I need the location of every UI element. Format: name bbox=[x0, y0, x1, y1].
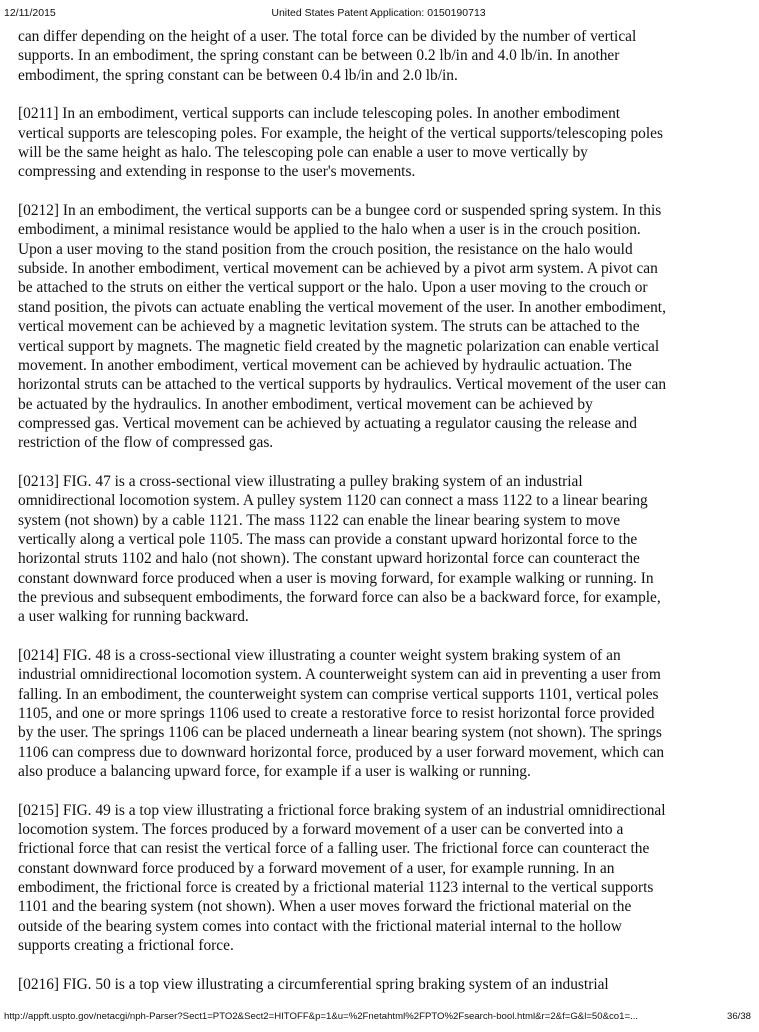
paragraph bbox=[18, 975, 746, 994]
text-line: frictional force that can resist the vertical force of a falling user. The frictional force can counteract the bbox=[18, 840, 650, 858]
text-line: be attached to the struts on either the vertical support or the halo. Upon a user moving to the crouch or bbox=[18, 279, 648, 297]
paragraph bbox=[18, 801, 746, 956]
text-line: outside of the bearing system comes into contact with the frictional material internal to the hollow bbox=[18, 917, 622, 935]
text-line: supports creating a frictional force. bbox=[18, 937, 234, 955]
text-line: constant downward force produced when a user is moving forward, for example walking or running. In bbox=[18, 569, 654, 587]
text-line: [0212] In an embodiment, the vertical supports can be a bungee cord or suspended spring system. In this bbox=[18, 202, 662, 220]
text-line: omnidirectional locomotion system. A pulley system 1120 can connect a mass 1122 to a linear bearing bbox=[18, 492, 648, 510]
paragraph bbox=[18, 472, 746, 627]
text-line: compressed gas. Vertical movement can be achieved by actuating a regulator causing the release and bbox=[18, 414, 637, 432]
text-line: a user walking for running backward. bbox=[18, 608, 249, 626]
text-line: compressing and extending in response to the user's movements. bbox=[18, 163, 416, 181]
text-line: system (not shown) by a cable 1121. The mass 1122 can enable the linear bearing system to move bbox=[18, 511, 621, 529]
header-title: United States Patent Application: 0150190713 bbox=[271, 7, 486, 19]
text-line: embodiment, a minimal resistance would be applied to the halo when a user is in the crouch position. bbox=[18, 221, 641, 239]
text-line: 1106 can compress due to downward horizontal force, produced by a user forward movement, which can bbox=[18, 743, 665, 761]
document-body bbox=[18, 27, 746, 1014]
text-line: locomotion system. The forces produced by a forward movement of a user can be converted into a bbox=[18, 821, 624, 839]
text-line: 1105, and one or more springs 1106 used to create a restorative force to resist horizontal force provided bbox=[18, 705, 655, 723]
text-line: be actuated by the hydraulics. In another embodiment, vertical movement can be achieved by bbox=[18, 395, 593, 413]
text-line: industrial omnidirectional locomotion system. A counterweight system can aid in preventing a user from bbox=[18, 666, 661, 684]
text-line: [0214] FIG. 48 is a cross-sectional view illustrating a counter weight system braking system of an bbox=[18, 647, 621, 664]
text-line: restriction of the flow of compressed gas. bbox=[18, 434, 274, 452]
text-line: constant downward force produced by a forward movement of a user, for example running. In an bbox=[18, 859, 615, 877]
text-line: horizontal struts 1102 and halo (not shown). The constant upward horizontal force can counteract the bbox=[18, 550, 640, 568]
text-line: vertical movement can be achieved by a magnetic levitation system. The struts can be attached to the bbox=[18, 318, 640, 336]
text-line: can differ depending on the height of a user. The total force can be divided by the number of vertical bbox=[18, 28, 637, 45]
text-line: movement. In another embodiment, vertical movement can be achieved by hydraulic actuation. The bbox=[18, 356, 632, 374]
text-line: [0216] FIG. 50 is a top view illustrating a circumferential spring braking system of an industrial bbox=[18, 975, 609, 993]
text-line: vertically along a vertical pole 1105. The mass can provide a constant upward horizontal force to the bbox=[18, 530, 638, 548]
text-line: [0213] FIG. 47 is a cross-sectional view illustrating a pulley braking system of an industrial bbox=[18, 472, 583, 490]
text-line: embodiment, the frictional force is created by a frictional material 1123 internal to the vertical supports bbox=[18, 879, 654, 897]
text-line: horizontal struts can be attached to the vertical supports by hydraulics. Vertical movement of the user can bbox=[18, 376, 667, 394]
text-line: stand position, the pivots can actuate enabling the vertical movement of the user. In another embodiment, bbox=[18, 298, 666, 316]
text-line: also produce a balancing upward force, for example if a user is walking or running. bbox=[18, 763, 531, 781]
paragraph bbox=[18, 201, 746, 452]
page-footer bbox=[4, 1010, 751, 1024]
text-line: falling. In an embodiment, the counterweight system can comprise vertical supports 1101, vertical poles bbox=[18, 685, 659, 703]
text-line: the previous and subsequent embodiments, the forward force can also be a backward force, for example, bbox=[18, 588, 661, 606]
text-line: by the user. The springs 1106 can be placed underneath a linear bearing system (not shown). The springs bbox=[18, 724, 662, 742]
text-line: supports. In an embodiment, the spring constant can be between 0.2 lb/in and 4.0 lb/in. In another bbox=[18, 47, 620, 65]
text-line: subside. In another embodiment, vertical movement can be achieved by a pivot arm system. A pivot can bbox=[18, 260, 658, 278]
text-line: 1101 and the bearing system (not shown). When a user moves forward the frictional material on the bbox=[18, 898, 632, 916]
text-line: will be the same height as halo. The telescoping pole can enable a user to move vertically by bbox=[18, 144, 588, 162]
page-header bbox=[4, 6, 753, 20]
text-line: vertical support by magnets. The magnetic field created by the magnetic polarization can enable vertical bbox=[18, 337, 660, 355]
header-date: 12/11/2015 bbox=[4, 7, 56, 19]
paragraph bbox=[18, 104, 746, 181]
text-line: vertical supports are telescoping poles. For example, the height of the vertical supports/telescoping poles bbox=[18, 124, 663, 142]
paragraph bbox=[18, 27, 746, 85]
text-line: embodiment, the spring constant can be between 0.4 lb/in and 2.0 lb/in. bbox=[18, 66, 458, 84]
text-line: [0211] In an embodiment, vertical supports can include telescoping poles. In another embodiment bbox=[18, 105, 621, 123]
text-line: Upon a user moving to the stand position from the crouch position, the resistance on the halo would bbox=[18, 240, 633, 258]
footer-url[interactable]: http://appft.uspto.gov/netacgi/nph-Parser?Sect1=PTO2&Sect2=HITOFF&p=1&u=%2Fnetahtml%2FPTO%2Fsearch-bool.html&r=2&f=G&l=50&co1=... bbox=[4, 1011, 639, 1022]
paragraph bbox=[18, 646, 746, 781]
text-line: [0215] FIG. 49 is a top view illustrating a frictional force braking system of an industrial omnidirectional bbox=[18, 801, 666, 819]
footer-page-number: 36/38 bbox=[726, 1011, 751, 1022]
